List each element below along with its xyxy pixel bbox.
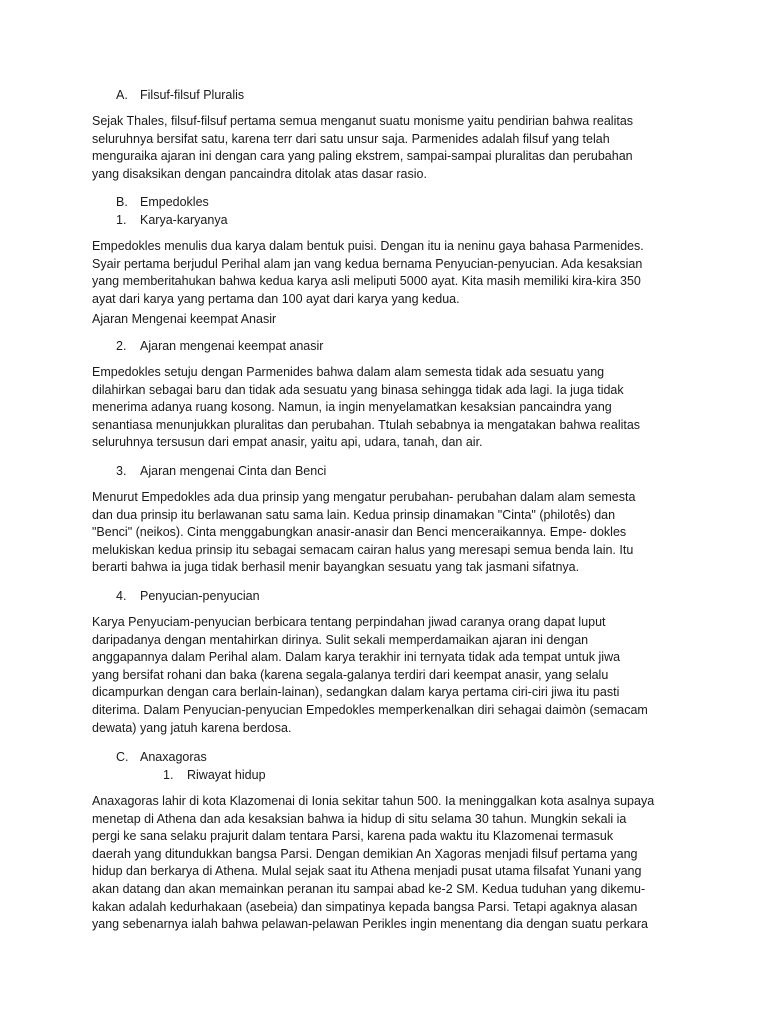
paragraph-karya (92, 238, 682, 308)
heading-marker: 3. (116, 464, 127, 478)
heading-marker: A. (116, 88, 128, 102)
text-line: senantiasa menunjukkan pluralitas dan perubahan. Ttulah sebabnya ia mengatakan bahwa realitas (92, 417, 641, 432)
text-line: Menurut Empedokles ada dua prinsip yang mengatur perubahan- perubahan dalam alam semesta (92, 490, 636, 504)
text-line: menerima adanya ruang kosong. Namun, ia ingin menyelamatkan kesaksian pancaindra yang (92, 400, 612, 415)
paragraph-anasir (92, 364, 682, 452)
heading-marker: 4. (116, 589, 127, 603)
text-line: akan datang dan akan memainkan peranan itu sampai abad ke-2 SM. Kedua tuduhan yang dikemu- (92, 881, 646, 896)
heading-title: Anaxagoras (140, 750, 207, 764)
text-line: yang bersifat rohani dan baka (karena segala-galanya terdiri dari keempat anasir, yang selalu (92, 667, 609, 682)
text-line: kakan adalah kedurhakaan (asebeia) dan simpatinya kepada bangsa Parsi. Tetapi agaknya alasan (92, 899, 638, 914)
heading-marker: B. (116, 195, 128, 209)
text-line: menguraika ajaran ini dengan cara yang paling ekstrem, sampai-sampai pluralitas dan perubahan (92, 149, 633, 164)
text-line: daripadanya dengan mentahirkan dirinya. Sulit sekali memperdamaikan ajaran ini dengan (92, 632, 589, 647)
heading-marker: 2. (116, 339, 127, 353)
text-line: dan dua prinsip itu berlawanan satu sama lain. Kedua prinsip dinamakan "Cinta" (philotês) dan (92, 507, 616, 522)
heading-title: Empedokles (140, 195, 209, 209)
text-line: melukiskan kedua prinsip itu sebagai semacam cairan halus yang meresapi semua benda lain. Itu (92, 542, 634, 557)
subheading-anasir: Ajaran Mengenai keempat Anasir (92, 312, 277, 326)
text-line: seluruhnya bersifat satu, karena terr dari satu unsur saja. Parmenides adalah filsuf yang telah (92, 131, 610, 146)
heading-title: Ajaran mengenai keempat anasir (140, 339, 324, 353)
text-line: diterima. Dalam Penyucian-penyucian Empedokles memperkenalkan diri sehagai daimòn (semacam (92, 702, 648, 717)
heading-title: Ajaran mengenai Cinta dan Benci (140, 464, 327, 478)
text-line: dewata) yang jatuh karena berdosa. (92, 720, 292, 735)
text-line: Anaxagoras lahir di kota Klazomenai di Ionia sekitar tahun 500. Ia meninggalkan kota asalnya supaya (92, 794, 655, 808)
paragraph-cinta-benci (92, 489, 682, 577)
heading-title: Filsuf-filsuf Pluralis (140, 88, 245, 102)
text-line: dilahirkan sebagai baru dan tidak ada sesuatu yang binasa sehingga tidak ada lagi. Ia juga tidak (92, 382, 624, 397)
text-line: hidup dan berkarya di Athena. Mulal sejak saat itu Athena menjadi pusat utama filsafat Yunani yang (92, 864, 642, 879)
paragraph-riwayat (92, 793, 682, 934)
heading-title: Riwayat hidup (187, 768, 266, 782)
text-line: pergi ke sana selaku prajurit dalam tentara Parsi, karena pada waktu itu Klazomenai termasuk (92, 829, 614, 844)
text-line: Karya Penyuciam-penyucian berbicara tentang perpindahan jiwad caranya orang dapat luput (92, 615, 606, 629)
heading-marker: 1. (116, 213, 127, 227)
text-line: "Benci" (neikos). Cinta menggabungkan anasir-anasir dan Benci menceraikannya. Empe- dokles (92, 525, 627, 540)
text-line: daerah yang ditundukkan bangsa Parsi. Dengan demikian An Xagoras menjadi filsuf pertama yang (92, 846, 638, 861)
text-line: Syair pertama berjudul Perihal alam jan vang kedua bernama Penyucian-penyucian. Ada kesaksian (92, 256, 643, 271)
heading-title: Penyucian-penyucian (140, 589, 260, 603)
text-line: dicampurkan dengan cara berlain-lainan), sedangkan dalam karya pertama ciri-ciri jiwa itu pasti (92, 685, 620, 700)
text-line: anggapannya dalam Perihal alam. Dalam karya terakhir ini ternyata tidak ada tempat untuk jiwa (92, 650, 621, 665)
heading-marker: C. (116, 750, 129, 764)
paragraph-pluralis (92, 113, 682, 183)
text-line: berarti bahwa ia juga tidak berhasil menir bayangkan sesuatu yang tak jasmani sifatnya. (92, 560, 580, 575)
heading-marker: 1. (163, 768, 174, 782)
text-line: menetap di Athena dan ada kesaksian bahwa ia hidup di situ selama 30 tahun. Mungkin sekali ia (92, 811, 627, 826)
text-line: Empedokles setuju dengan Parmenides bahwa dalam alam semesta tidak ada sesuatu yang (92, 365, 605, 379)
heading-title: Karya-karyanya (140, 213, 228, 227)
text-line: ayat dari karya yang pertama dan 100 ayat dari karya yang kedua. (92, 291, 460, 306)
text-line: seluruhnya tersusun dari empat anasir, yaitu api, udara, tanah, dan air. (92, 435, 483, 450)
paragraph-penyucian (92, 614, 682, 737)
text-line: Sejak Thales, filsuf-filsuf pertama semua menganut suatu monisme yaitu pendirian bahwa realitas (92, 114, 634, 128)
text-line: yang sebenarnya ialah bahwa pelawan-pelawan Perikles ingin menentang dia dengan suatu perkara (92, 917, 648, 932)
text-line: yang disaksikan dengan pancaindra ditolak atas dasar rasio. (92, 166, 427, 181)
text-line: Empedokles menulis dua karya dalam bentuk puisi. Dengan itu ia neninu gaya bahasa Parmenides. (92, 239, 644, 253)
text-line: yang memberitahukan bahwa kedua karya asli meliputi 5000 ayat. Kita masih memiliki kira-kira 350 (92, 274, 641, 289)
